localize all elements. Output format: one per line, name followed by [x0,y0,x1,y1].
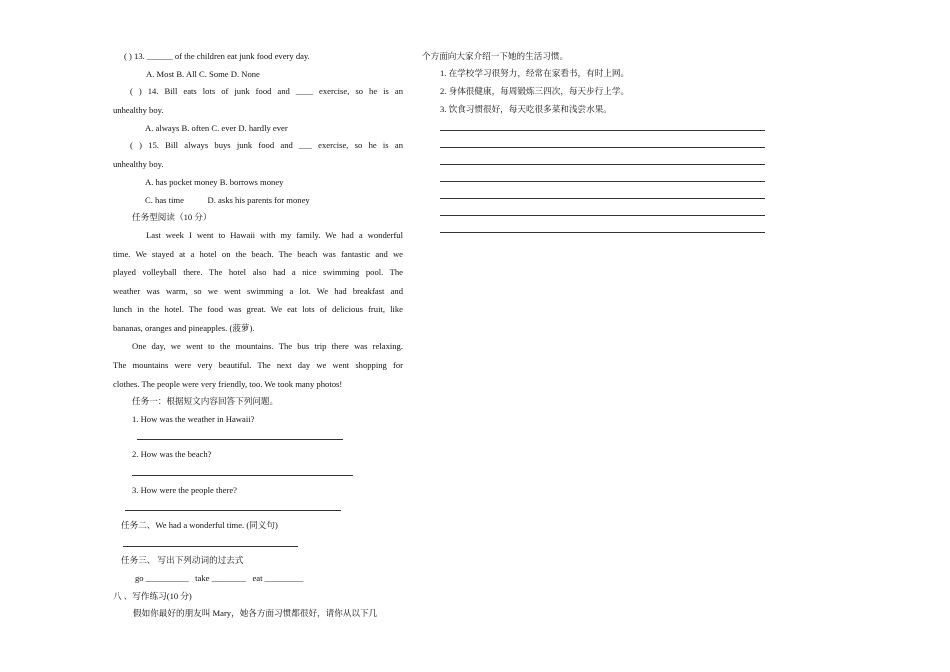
question-15-options-1: A. has pocket money B. borrows money [145,177,284,187]
task-two-heading: 任务二、We had a wonderful time. (同义句) [121,520,278,530]
answer-line-3[interactable] [125,510,341,511]
passage-p2-line1: One day, we went to the mountains. The bus trip there was relaxing. [132,341,403,351]
question-15-line2: unhealthy boy. [113,159,164,169]
passage-p2-line3: clothes. The people were very friendly, too. We took many photos! [113,379,343,389]
passage-p1-line1: Last week I went to Hawaii with my family. We had a wonderful [146,230,403,240]
question-14-line1: ( ) 14. Bill eats lots of junk food and ____ exercise, so he is an [130,86,403,96]
question-15-line1: ( ) 15. Bill always buys junk food and ___ exercise, so he is an [130,140,403,150]
answer-line-2[interactable] [132,475,353,476]
writing-point-2: 2. 身体很健康，每周锻炼三四次，每天步行上学。 [440,86,630,96]
writing-line-1[interactable] [440,130,765,131]
verb-past-tense-blanks: go __________ take ________ eat _________ [135,573,304,583]
passage-p1-line3: played volleyball there. The hotel also had a nice swimming pool. The [113,267,403,277]
question-13: ( ) 13. ______ of the children eat junk food every day. [124,51,310,61]
passage-p1-line2: time. We stayed at a hotel on the beach. The beach was fantastic and we [113,249,403,259]
question-15-options-2: C. has time D. asks his parents for money [145,195,310,205]
task-three-heading: 任务三、 写出下列动词的过去式 [121,555,244,565]
section-8-heading: 八 、写作练习(10 分) [113,591,192,601]
question-14-options: A. always B. often C. ever D. hardly ever [145,123,288,133]
question-14-line2: unhealthy boy. [113,105,164,115]
passage-p1-line4: weather was warm, so we went swimming a lot. We had breakfast and [113,286,403,296]
answer-line-1[interactable] [137,439,343,440]
task-question-2: 2. How was the beach? [132,449,212,459]
writing-prompt-continued: 个方面向大家介绍一下她的生活习惯。 [422,51,569,61]
task-reading-heading: 任务型阅读（10 分） [132,212,212,222]
question-13-options: A. Most B. All C. Some D. None [146,69,260,79]
passage-p1-line5: lunch in the hotel. The food was great. We eat lots of delicious fruit, like [113,304,403,314]
passage-p2-line2: The mountains were very beautiful. The next day we went shopping for [113,360,403,370]
passage-p1-line6: bananas, oranges and pineapples. (菠萝). [113,323,255,333]
writing-point-3: 3. 饮食习惯很好，每天吃很多菜和浅尝水果。 [440,104,612,114]
task-one-heading: 任务一：根据短文内容回答下列问题。 [132,396,279,406]
task-question-3: 3. How were the people there? [132,485,237,495]
answer-line-task2[interactable] [123,546,298,547]
writing-point-1: 1. 在学校学习很努力，经常在家看书，有时上网。 [440,68,630,78]
writing-line-2[interactable] [440,147,765,148]
writing-prompt: 假如你最好的朋友叫 Mary，她各方面习惯都很好，请你从以下几 [133,608,378,618]
writing-line-4[interactable] [440,181,765,182]
writing-line-3[interactable] [440,164,765,165]
writing-line-6[interactable] [440,215,765,216]
writing-line-5[interactable] [440,198,765,199]
writing-line-7[interactable] [440,232,765,233]
task-question-1: 1. How was the weather in Hawaii? [132,414,255,424]
